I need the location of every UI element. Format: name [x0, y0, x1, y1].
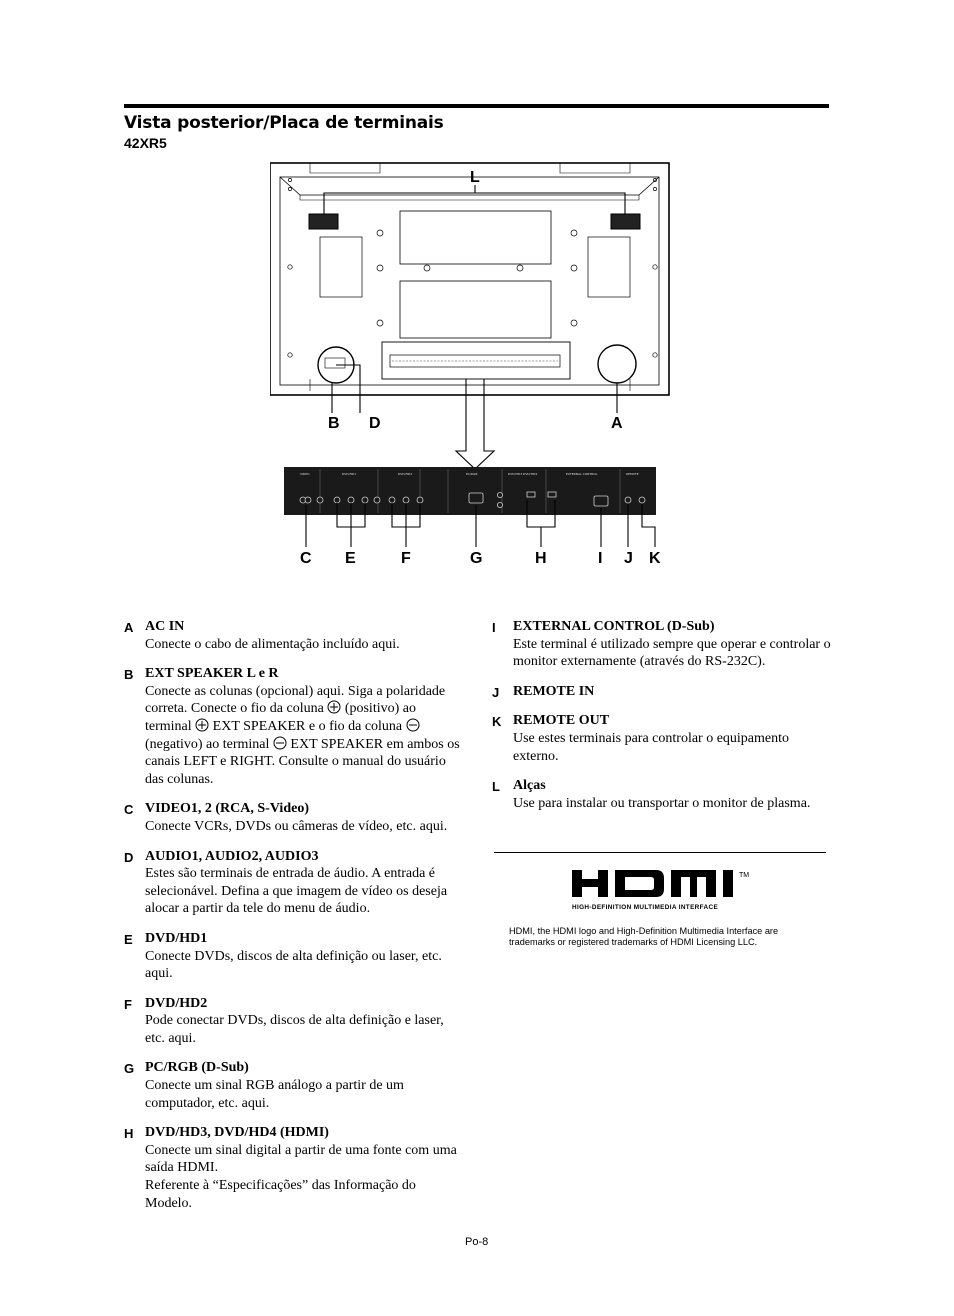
svg-text:REMOTE: REMOTE	[626, 472, 639, 476]
item-desc: Use para instalar ou transportar o monitor de plasma.	[513, 795, 811, 811]
hdmi-logo	[568, 866, 754, 912]
item-letter: F	[124, 996, 132, 1012]
description-column-right	[492, 618, 832, 824]
item-i	[492, 618, 832, 671]
item-desc: Conecte VCRs, DVDs ou câmeras de vídeo, etc. aqui.	[145, 818, 448, 834]
callout-H: H	[535, 550, 547, 567]
item-title: EXTERNAL CONTROL (D-Sub)	[513, 619, 715, 634]
top-rule	[124, 104, 829, 108]
minus-circle-icon	[273, 736, 287, 750]
item-desc: Pode conectar DVDs, discos de alta definição e laser, etc. aqui.	[145, 1013, 444, 1046]
callout-F: F	[401, 550, 411, 567]
item-letter: E	[124, 931, 133, 947]
item-j	[492, 683, 832, 701]
desc-part: EXT SPEAKER em ambos os canais LEFT e RIGHT. Consulte o manual do usuário das colunas.	[145, 736, 460, 787]
page-number: Po-8	[465, 1236, 489, 1248]
item-desc: Estes são terminais de entrada de áudio. A entrada é selecionável. Defina a que imagem de vídeo os deseja alocar a partir da tele do menu de áudio.	[145, 866, 448, 917]
item-desc: Conecte um sinal digital a partir de uma fonte com uma saída HDMI.	[145, 1142, 457, 1176]
item-title: AC IN	[145, 619, 185, 634]
item-e	[124, 930, 464, 983]
page-title: Vista posterior/Placa de terminais	[124, 113, 444, 133]
callout-I: I	[598, 550, 603, 567]
callout-G: G	[470, 550, 483, 567]
plus-circle-icon	[195, 718, 209, 732]
item-f	[124, 995, 464, 1048]
svg-text:VIDEO: VIDEO	[300, 472, 310, 476]
callout-D: D	[369, 415, 381, 432]
item-title: VIDEO1, 2 (RCA, S-Video)	[145, 801, 309, 817]
svg-text:DVD/HD3 DVD/HD4: DVD/HD3 DVD/HD4	[508, 472, 538, 476]
item-desc: Conecte DVDs, discos de alta definição ou laser, etc. aqui.	[145, 948, 442, 982]
monitor-back-illustration	[270, 163, 669, 395]
item-title: REMOTE OUT	[513, 713, 610, 729]
desc-part: EXT SPEAKER e o fio da coluna	[209, 718, 406, 734]
item-l	[492, 777, 832, 812]
item-desc-note: Referente à “Especificações” das Informação do Modelo.	[145, 1178, 416, 1211]
hdmi-tm: TM	[739, 872, 750, 879]
callout-J: J	[624, 550, 633, 567]
svg-text:DVD/HD2: DVD/HD2	[398, 472, 413, 476]
item-c	[124, 800, 464, 835]
item-letter: J	[492, 684, 500, 700]
item-desc: Conecte o cabo de alimentação incluído aqui.	[145, 636, 400, 652]
item-letter: A	[124, 620, 134, 635]
callout-A: A	[611, 415, 623, 432]
item-letter: D	[124, 849, 134, 865]
hdmi-trademark-note: HDMI, the HDMI logo and High-Definition Multimedia Interface are trademarks or registered trademarks of HDMI Licensing LLC.	[509, 926, 779, 947]
item-title: DVD/HD2	[145, 995, 208, 1011]
item-d	[124, 848, 464, 918]
svg-text:EXTERNAL CONTROL: EXTERNAL CONTROL	[566, 472, 598, 476]
item-k	[492, 712, 832, 765]
item-letter: B	[124, 667, 134, 683]
item-title: Alças	[513, 778, 546, 794]
callout-E: E	[345, 550, 356, 567]
item-desc: Conecte um sinal RGB análogo a partir de um computador, etc. aqui.	[145, 1078, 404, 1111]
callout-L: L	[470, 169, 480, 186]
desc-part: (positivo) ao terminal	[145, 701, 416, 734]
handle-right	[611, 214, 640, 229]
description-column-left	[124, 618, 464, 1224]
item-a	[124, 618, 464, 653]
model-number: 42XR5	[124, 135, 167, 151]
rear-panel-figure	[270, 155, 690, 575]
item-letter: H	[124, 1126, 134, 1142]
item-g	[124, 1059, 464, 1112]
item-title: REMOTE IN	[513, 683, 595, 699]
item-title: AUDIO1, AUDIO2, AUDIO3	[145, 848, 319, 864]
item-letter: L	[492, 779, 500, 795]
section-divider	[494, 852, 826, 853]
item-title: DVD/HD1	[145, 930, 208, 946]
hdmi-tagline: HIGH-DEFINITION MULTIMEDIA INTERFACE	[572, 904, 719, 911]
item-desc: Use estes terminais para controlar o equipamento externo.	[513, 730, 790, 764]
svg-text:DVD/HD1: DVD/HD1	[342, 472, 357, 476]
handle-left	[309, 214, 338, 229]
plus-circle-icon	[327, 700, 341, 714]
desc-part: Conecte as colunas (opcional) aqui. Siga a polaridade correta. Conecte o fio da coluna	[145, 683, 446, 717]
callout-K: K	[649, 550, 661, 567]
item-letter: C	[124, 802, 134, 818]
terminal-board	[284, 467, 656, 515]
item-title: EXT SPEAKER L e R	[145, 666, 279, 682]
item-title: DVD/HD3, DVD/HD4 (HDMI)	[145, 1125, 329, 1141]
desc-part: (negativo) ao terminal	[145, 736, 273, 752]
item-desc	[145, 683, 464, 789]
item-desc: Este terminal é utilizado sempre que operar e controlar o monitor externamente (através do RS-232C).	[513, 636, 831, 670]
item-letter: K	[492, 714, 502, 730]
item-h	[124, 1124, 464, 1212]
svg-text:PC/RGB: PC/RGB	[466, 472, 478, 476]
callout-C: C	[300, 550, 312, 567]
item-b	[124, 665, 464, 788]
item-letter: I	[492, 620, 496, 635]
item-title: PC/RGB (D-Sub)	[145, 1060, 249, 1076]
item-letter: G	[124, 1061, 135, 1077]
callout-B: B	[328, 415, 340, 432]
minus-circle-icon	[406, 718, 420, 732]
